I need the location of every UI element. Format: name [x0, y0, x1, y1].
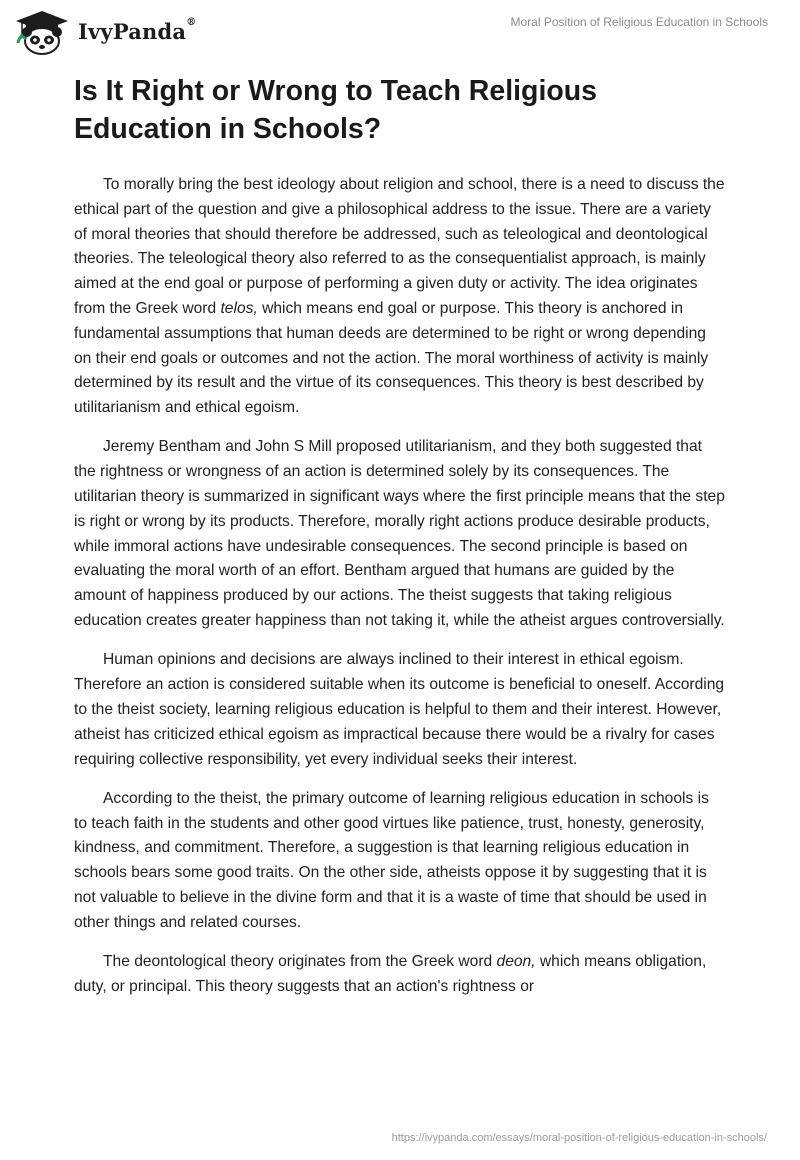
paragraph-5: The deontological theory originates from the Greek word deon, which means obligation, duty, or principal. This theory suggests that an action's rightness or: [74, 953, 707, 995]
source-url[interactable]: https://ivypanda.com/essays/moral-position-of-religious-education-in-schools/: [391, 1132, 767, 1144]
emphasis-telos: telos,: [220, 299, 258, 317]
paragraph-2: Jeremy Bentham and John S Mill proposed utilitarianism, and they both suggested that the rightness or wrongness of an action is determined solely by its consequences. The utilitarian theory is summarized in significant ways where the first principle means that the step is right or wrong by its products. Therefore, morally right actions produce desirable products, while immoral actions have undesirable consequences. The second principle is based on evaluating the moral worth of an effort. Bentham argued that humans are guided by the amount of happiness produced by our actions. The theist suggests that taking religious education creates greater happiness than not taking it, while the atheist argues controversially.: [74, 438, 725, 630]
emphasis-deon: deon,: [496, 953, 536, 971]
paragraph-4: According to the theist, the primary outcome of learning religious education in schools is to teach faith in the students and other good virtues like patience, trust, honesty, generosity, kindness, and commitment. Therefore, a suggestion is that learning religious education in schools bears some good traits. On the other side, atheists oppose it by suggesting that it is not valuable to believe in the divine form and that it is a waste of time that should be used in other things and related courses.: [74, 789, 709, 931]
paragraph-1: To morally bring the best ideology about religion and school, there is a need to discuss the ethical part of the question and give a philosophical address to the issue. There are a variety of moral theories that should therefore be addressed, such as teleological and deontological theories. The teleological theory also referred to as the consequentialist approach, is mainly aimed at the end goal or purpose of performing a given duty or activity. The idea originates from the Greek word telos, which means end goal or purpose. This theory is anchored in fundamental assumptions that human deeds are determined to be right or wrong depending on their end goals or outcomes and not the action. The moral worthiness of activity is mainly determined by its result and the virtue of its consequences. This theory is best described by utilitarianism and ethical egoism.: [74, 176, 725, 417]
header-document-title: Moral Position of Religious Education in Schools: [510, 15, 768, 29]
ivypanda-logo[interactable]: [14, 9, 70, 55]
article-title: Is It Right or Wrong to Teach Religious Education in Schools?: [74, 75, 598, 145]
brand-name[interactable]: IvyPanda®: [78, 17, 197, 44]
page-header: [0, 0, 800, 60]
paragraph-3: Human opinions and decisions are always inclined to their interest in ethical egoism. Therefore an action is considered suitable when its outcome is beneficial to oneself. According to the theist society, learning religious education is helpful to them and their interest. However, atheist has criticized ethical egoism as impractical because there would be a rivalry for cases requiring collective responsibility, yet every individual seeks their interest.: [74, 651, 725, 768]
article-body: [74, 173, 726, 1014]
